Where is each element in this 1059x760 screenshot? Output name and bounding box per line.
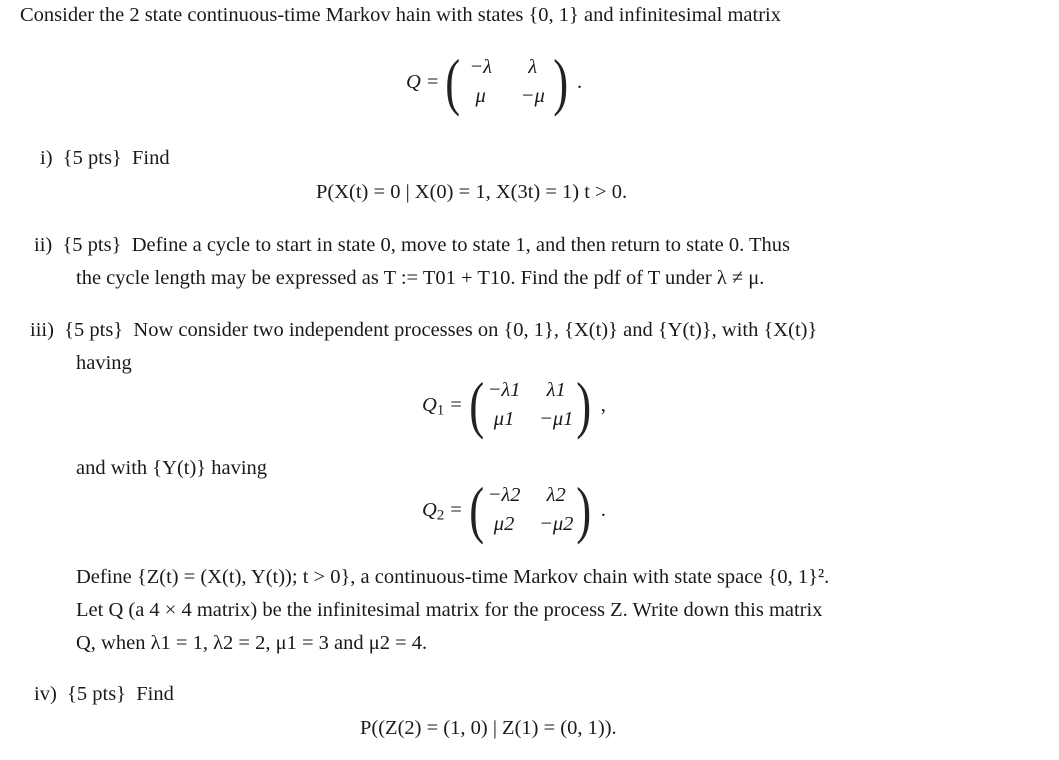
part-i-label: i) — [40, 147, 53, 169]
left-paren: ( — [445, 46, 461, 117]
part-iii-points: {5 pts} — [64, 319, 124, 341]
part-iv-formula: P((Z(2) = (1, 0) | Z(1) = (0, 1)). — [360, 717, 617, 739]
part-ii-line2: the cycle length may be expressed as T := T01 + T10. Find the pdf of T under λ ≠ μ. — [76, 267, 765, 289]
part-iv-header — [34, 682, 174, 707]
matrix-q1-a21: μ1 — [493, 408, 515, 430]
part-iii-label: iii) — [30, 319, 54, 341]
right-paren: ) — [552, 46, 568, 117]
matrix-q-trail: . — [577, 70, 583, 93]
equals-sign: = — [426, 70, 439, 93]
matrix-q1-name: $Q_1$ — [422, 393, 445, 419]
part-iii-line2: having — [76, 352, 132, 374]
matrix-q1-trail: , — [600, 393, 606, 416]
left-paren: ( — [468, 369, 484, 440]
part-iii-line4: Let Q (a 4 × 4 matrix) be the infinitesimal matrix for the process Z. Write down this matrix — [76, 599, 823, 621]
part-ii-points: {5 pts} — [62, 234, 122, 256]
matrix-q-a11: −λ — [469, 56, 493, 79]
part-iv-label: iv) — [34, 683, 57, 705]
matrix-q2-a22: −μ2 — [539, 513, 574, 535]
part-i-formula: P(X(t) = 0 | X(0) = 1, X(3t) = 1) t > 0. — [316, 181, 628, 203]
part-iii-line5: Q, when λ1 = 1, λ2 = 2, μ1 = 3 and μ2 = 4. — [76, 632, 428, 654]
matrix-q2-a11: −λ2 — [487, 484, 521, 507]
matrix-q2-entries — [487, 483, 573, 536]
part-ii-label: ii) — [34, 234, 53, 256]
matrix-q-a21: μ — [475, 85, 486, 107]
right-paren: ) — [576, 369, 592, 440]
intro-text-after: and infinitesimal matrix — [578, 4, 781, 26]
matrix-q2-a12: λ2 — [546, 484, 566, 507]
matrix-q1-a11: −λ1 — [487, 379, 521, 402]
matrix-q2-a21: μ2 — [493, 513, 515, 535]
equals-sign: = — [450, 393, 462, 416]
left-paren: ( — [468, 474, 484, 545]
matrix-q-name: Q — [406, 70, 421, 93]
matrix-q1-a22: −μ1 — [539, 408, 574, 430]
matrix-q2 — [422, 474, 606, 545]
intro-states: {0, 1} — [528, 4, 579, 26]
part-ii-line1 — [34, 233, 790, 258]
part-iii-between: and with {Y(t)} having — [76, 457, 268, 479]
matrix-q2-trail: . — [600, 498, 606, 521]
part-iv-points: {5 pts} — [67, 683, 127, 705]
matrix-q1-entries — [487, 378, 573, 431]
part-iv-verb: Find — [136, 683, 174, 705]
part-iii-line1 — [30, 318, 817, 343]
part-i-points: {5 pts} — [62, 147, 122, 169]
part-i-verb: Find — [132, 147, 170, 169]
matrix-q — [406, 46, 583, 117]
intro-text-before: Consider the 2 state continuous-time Markov hain with states — [20, 4, 529, 26]
part-iii-line3: Define {Z(t) = (X(t), Y(t)); t > 0}, a continuous-time Markov chain with state space {0, 1}². — [76, 566, 830, 588]
matrix-q1 — [422, 369, 606, 440]
part-i-header — [40, 146, 170, 171]
matrix-q1-a12: λ1 — [546, 379, 566, 402]
matrix-q-entries — [464, 55, 550, 108]
equals-sign: = — [450, 498, 462, 521]
matrix-q-a12: λ — [528, 56, 538, 79]
matrix-q2-name: $Q_2$ — [422, 498, 445, 524]
matrix-q-a22: −μ — [520, 85, 545, 107]
part-ii-text1: Define a cycle to start in state 0, move to state 1, and then return to state 0. Thus — [131, 234, 790, 256]
right-paren: ) — [576, 474, 592, 545]
intro-line — [20, 3, 781, 28]
part-iii-text1: Now consider two independent processes on {0, 1}, {X(t)} and {Y(t)}, with {X(t)} — [133, 319, 818, 341]
